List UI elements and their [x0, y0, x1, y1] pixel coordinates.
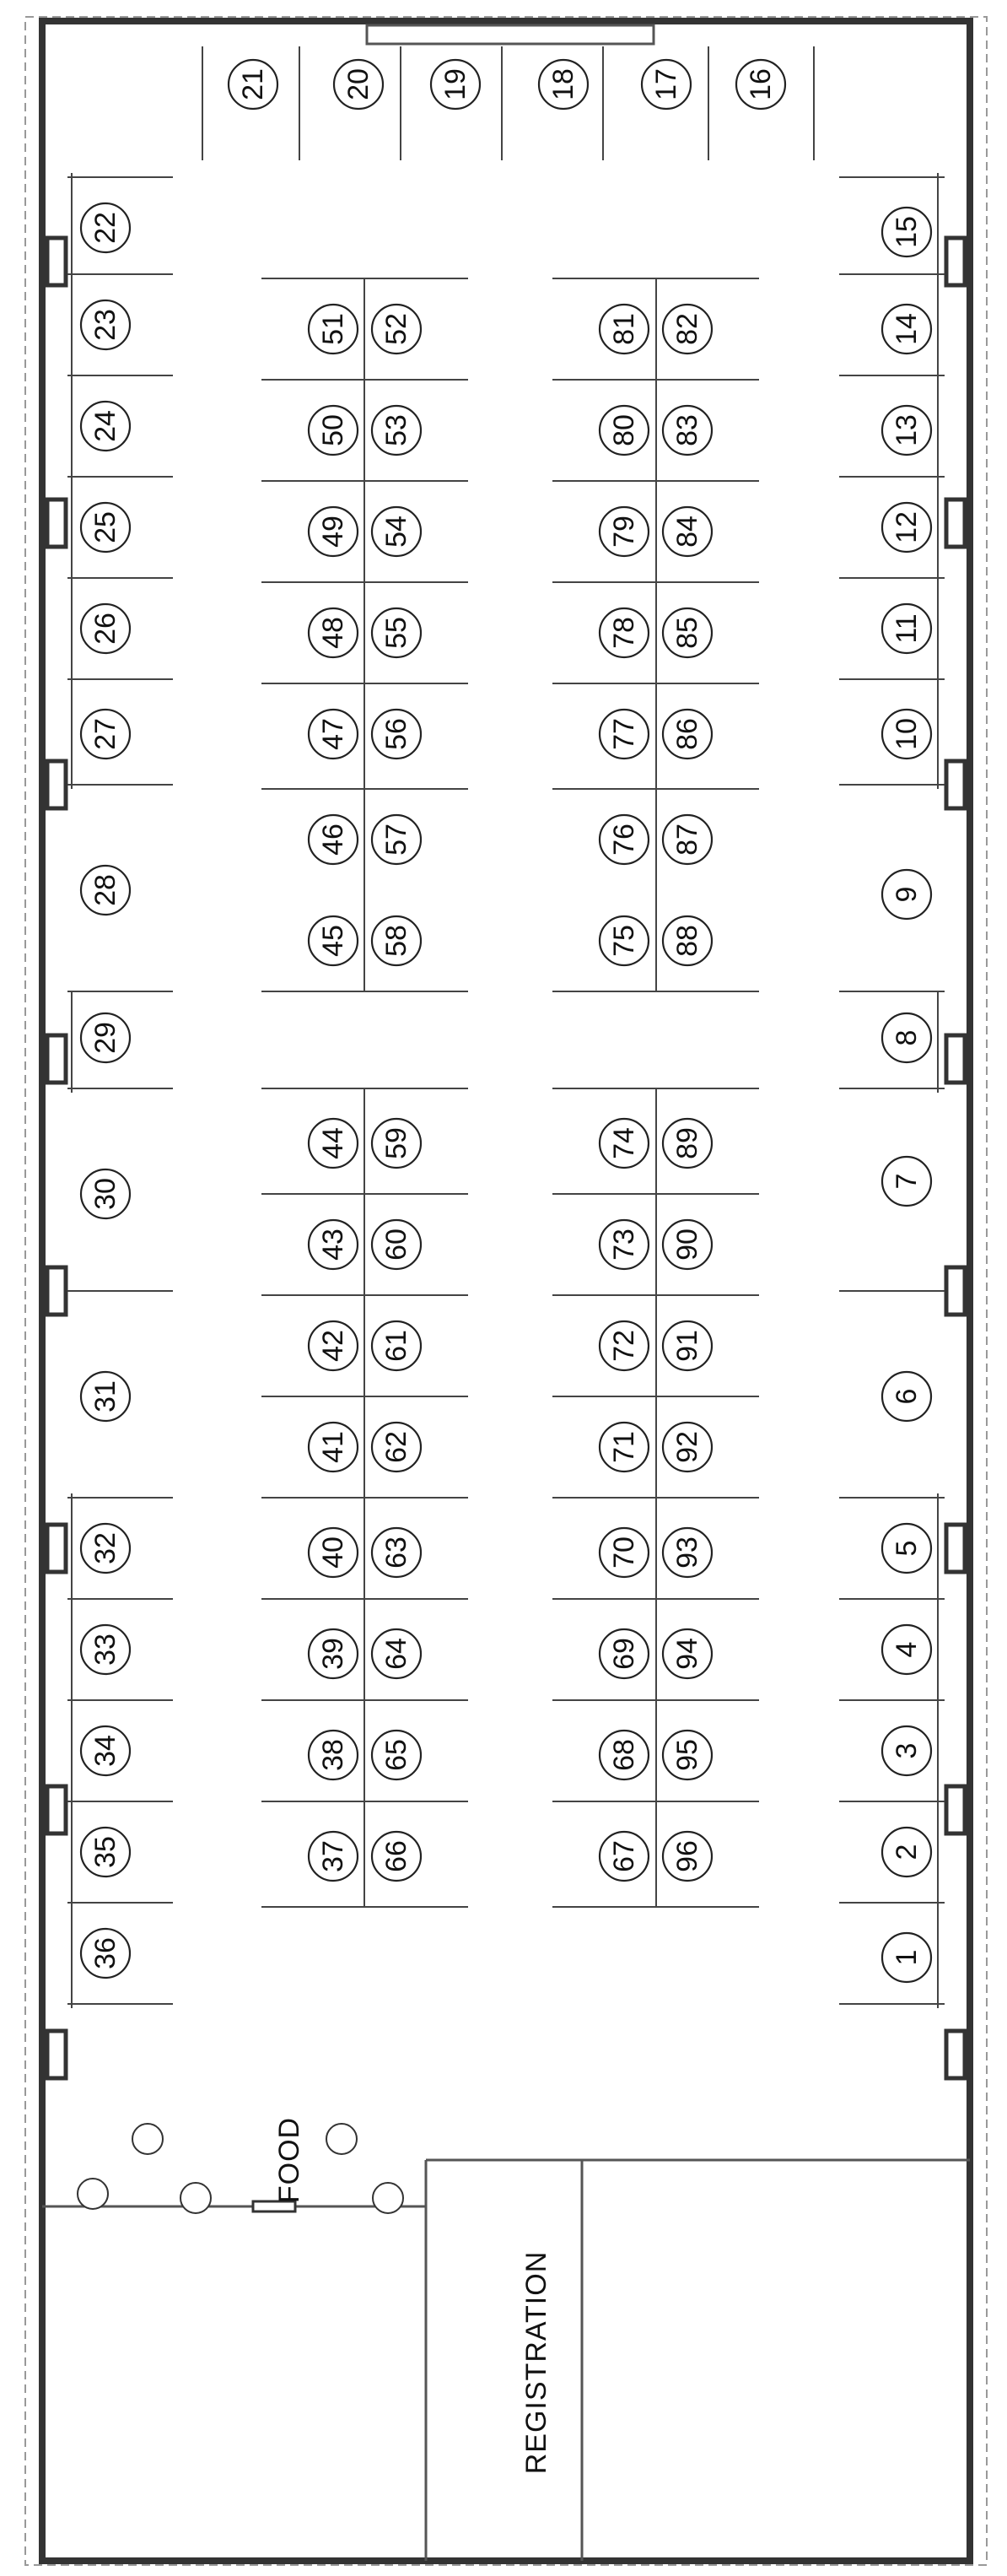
booth-74	[600, 1119, 649, 1168]
booth-number: 51	[317, 313, 349, 345]
booth-number: 65	[380, 1739, 412, 1771]
booth-number: 92	[671, 1431, 703, 1463]
booth-68	[600, 1731, 649, 1779]
booth-87	[663, 815, 712, 864]
booth-88	[663, 916, 712, 965]
food-table	[132, 2124, 163, 2154]
wall-pillars	[47, 238, 965, 2078]
booth-7	[882, 1157, 931, 1206]
booth-number: 62	[380, 1431, 412, 1463]
booth-69	[600, 1629, 649, 1678]
booth-number: 27	[89, 718, 121, 750]
booth-number: 18	[547, 68, 579, 100]
booth-number: 29	[89, 1022, 121, 1054]
food-table	[78, 2179, 108, 2209]
booth-30	[81, 1169, 130, 1218]
pillar	[47, 761, 66, 808]
food-label: FOOD	[272, 2116, 305, 2204]
booth-67	[600, 1832, 649, 1881]
pillar	[946, 761, 965, 808]
booth-number: 85	[671, 617, 703, 649]
booth-92	[663, 1423, 712, 1472]
booth-5	[882, 1524, 931, 1573]
booth-39	[309, 1629, 358, 1678]
booth-85	[663, 608, 712, 657]
booth-number: 95	[671, 1739, 703, 1771]
booth-81	[600, 305, 649, 354]
booth-number: 7	[891, 1173, 923, 1190]
booth-40	[309, 1528, 358, 1577]
booth-73	[600, 1220, 649, 1269]
booth-37	[309, 1832, 358, 1881]
booth-70	[600, 1528, 649, 1577]
booth-36	[81, 1929, 130, 1978]
booth-number: 19	[439, 68, 471, 100]
booth-number: 30	[89, 1178, 121, 1210]
booth-16	[736, 60, 785, 109]
booth-number: 15	[891, 216, 923, 248]
booth-76	[600, 815, 649, 864]
booth-21	[229, 60, 277, 109]
booth-49	[309, 507, 358, 556]
booth-number: 53	[380, 414, 412, 446]
booth-82	[663, 305, 712, 354]
pillar	[47, 1035, 66, 1083]
booth-number: 63	[380, 1536, 412, 1569]
booth-number: 64	[380, 1638, 412, 1670]
booth-number: 16	[745, 68, 777, 100]
booth-72	[600, 1321, 649, 1370]
booth-79	[600, 507, 649, 556]
booth-51	[309, 305, 358, 354]
pillar	[946, 238, 965, 285]
booth-number: 69	[608, 1638, 640, 1670]
booth-number: 87	[671, 824, 703, 856]
pillar	[47, 500, 66, 547]
booth-52	[372, 305, 421, 354]
booth-number: 60	[380, 1229, 412, 1261]
booth-number: 86	[671, 718, 703, 750]
top-window	[367, 25, 654, 44]
booth-number: 93	[671, 1536, 703, 1569]
booth-11	[882, 604, 931, 653]
booth-46	[309, 815, 358, 864]
booth-22	[81, 203, 130, 252]
booth-34	[81, 1726, 130, 1775]
booth-number: 25	[89, 511, 121, 543]
booth-33	[81, 1625, 130, 1674]
booth-number: 33	[89, 1634, 121, 1666]
booth-19	[431, 60, 480, 109]
booth-number: 83	[671, 414, 703, 446]
booth-number: 20	[342, 68, 374, 100]
booth-number: 39	[317, 1638, 349, 1670]
booth-number: 73	[608, 1229, 640, 1261]
booth-number: 49	[317, 516, 349, 548]
pillar	[946, 1786, 965, 1833]
booth-86	[663, 710, 712, 759]
booth-25	[81, 503, 130, 552]
booth-8	[882, 1013, 931, 1062]
booth-number: 36	[89, 1937, 121, 1969]
booth-12	[882, 503, 931, 552]
booth-9	[882, 870, 931, 919]
booth-55	[372, 608, 421, 657]
booth-43	[309, 1220, 358, 1269]
booth-number: 11	[891, 613, 923, 644]
booth-29	[81, 1013, 130, 1062]
booth-15	[882, 208, 931, 257]
booth-number: 58	[380, 925, 412, 957]
booth-45	[309, 916, 358, 965]
booth-78	[600, 608, 649, 657]
booth-number: 79	[608, 516, 640, 548]
booth-number: 5	[891, 1540, 923, 1557]
booth-number: 4	[891, 1641, 923, 1658]
booth-number: 90	[671, 1229, 703, 1261]
booth-75	[600, 916, 649, 965]
booth-number: 26	[89, 613, 121, 645]
booth-38	[309, 1731, 358, 1779]
booth-48	[309, 608, 358, 657]
booth-number: 56	[380, 718, 412, 750]
booth-96	[663, 1832, 712, 1881]
booth-66	[372, 1832, 421, 1881]
pillar	[946, 2031, 965, 2078]
booth-58	[372, 916, 421, 965]
booth-number: 35	[89, 1836, 121, 1868]
booth-60	[372, 1220, 421, 1269]
pillar	[47, 2031, 66, 2078]
booth-number: 17	[650, 68, 682, 100]
booth-number: 67	[608, 1840, 640, 1872]
booth-number: 75	[608, 925, 640, 957]
booth-number: 37	[317, 1840, 349, 1872]
booth-57	[372, 815, 421, 864]
booth-10	[882, 710, 931, 759]
booth-13	[882, 406, 931, 455]
booth-number: 24	[89, 410, 121, 442]
food-table	[180, 2183, 211, 2213]
booth-20	[334, 60, 383, 109]
booth-number: 22	[89, 212, 121, 244]
booth-number: 84	[671, 516, 703, 548]
pillar	[946, 500, 965, 547]
booth-number: 21	[237, 68, 269, 100]
pillar	[946, 1267, 965, 1315]
booth-90	[663, 1220, 712, 1269]
booth-71	[600, 1423, 649, 1472]
booth-number: 59	[380, 1127, 412, 1159]
booth-number: 43	[317, 1229, 349, 1261]
booth-61	[372, 1321, 421, 1370]
booth-number: 38	[317, 1739, 349, 1771]
booth-59	[372, 1119, 421, 1168]
booth-number: 50	[317, 414, 349, 446]
booth-number: 47	[317, 718, 349, 750]
booth-markers	[81, 60, 931, 1982]
booth-number: 10	[891, 718, 923, 750]
booth-number: 54	[380, 516, 412, 548]
booth-number: 8	[891, 1029, 923, 1046]
booth-number: 52	[380, 313, 412, 345]
booth-number: 78	[608, 617, 640, 649]
booth-number: 41	[317, 1431, 349, 1463]
booth-number: 70	[608, 1536, 640, 1569]
pillar	[47, 1267, 66, 1315]
pillar	[47, 1786, 66, 1833]
booth-27	[81, 710, 130, 759]
booth-number: 1	[891, 1949, 923, 1966]
booth-number: 55	[380, 617, 412, 649]
booth-2	[882, 1828, 931, 1877]
booth-64	[372, 1629, 421, 1678]
booth-80	[600, 406, 649, 455]
food-table	[373, 2183, 403, 2213]
booth-4	[882, 1625, 931, 1674]
booth-number: 2	[891, 1844, 923, 1860]
booth-number: 89	[671, 1127, 703, 1159]
booth-91	[663, 1321, 712, 1370]
booth-44	[309, 1119, 358, 1168]
booth-number: 40	[317, 1536, 349, 1569]
booth-number: 6	[891, 1388, 923, 1405]
booth-number: 71	[608, 1431, 640, 1463]
booth-32	[81, 1524, 130, 1573]
booth-35	[81, 1828, 130, 1877]
booth-77	[600, 710, 649, 759]
booth-number: 3	[891, 1742, 923, 1759]
booth-number: 76	[608, 824, 640, 856]
food-table	[326, 2124, 357, 2154]
booth-28	[81, 866, 130, 915]
booth-number: 91	[671, 1330, 703, 1362]
booth-number: 32	[89, 1532, 121, 1564]
booth-56	[372, 710, 421, 759]
booth-number: 66	[380, 1840, 412, 1872]
registration-label: REGISTRATION	[520, 2250, 552, 2475]
booth-47	[309, 710, 358, 759]
booth-89	[663, 1119, 712, 1168]
booth-95	[663, 1731, 712, 1779]
booth-84	[663, 507, 712, 556]
booth-number: 9	[891, 886, 923, 903]
booth-94	[663, 1629, 712, 1678]
booth-number: 96	[671, 1840, 703, 1872]
booth-number: 23	[89, 309, 121, 341]
booth-number: 88	[671, 925, 703, 957]
booth-number: 80	[608, 414, 640, 446]
booth-number: 12	[891, 511, 923, 543]
booth-65	[372, 1731, 421, 1779]
booth-number: 61	[380, 1330, 412, 1362]
booth-17	[642, 60, 691, 109]
pillar	[47, 1525, 66, 1572]
booth-number: 82	[671, 313, 703, 345]
booth-53	[372, 406, 421, 455]
booth-number: 44	[317, 1127, 349, 1159]
booth-63	[372, 1528, 421, 1577]
booth-83	[663, 406, 712, 455]
booth-24	[81, 402, 130, 451]
booth-number: 94	[671, 1638, 703, 1670]
booth-42	[309, 1321, 358, 1370]
pillar	[946, 1035, 965, 1083]
booth-number: 31	[89, 1380, 121, 1412]
booth-14	[882, 305, 931, 354]
booth-number: 74	[608, 1127, 640, 1159]
booth-54	[372, 507, 421, 556]
booth-number: 42	[317, 1330, 349, 1362]
booth-number: 13	[891, 414, 923, 446]
booth-number: 45	[317, 925, 349, 957]
booth-number: 46	[317, 824, 349, 856]
booth-number: 48	[317, 617, 349, 649]
booth-number: 14	[891, 313, 923, 345]
booth-number: 57	[380, 824, 412, 856]
booth-number: 81	[608, 313, 640, 345]
booth-26	[81, 604, 130, 653]
booth-rows	[67, 46, 945, 2008]
booth-1	[882, 1933, 931, 1982]
booth-number: 68	[608, 1739, 640, 1771]
booth-3	[882, 1726, 931, 1775]
booth-31	[81, 1372, 130, 1421]
booth-18	[539, 60, 588, 109]
outer-wall	[42, 21, 970, 2561]
booth-93	[663, 1528, 712, 1577]
pillar	[47, 238, 66, 285]
pillar	[946, 1525, 965, 1572]
booth-number: 72	[608, 1330, 640, 1362]
booth-number: 77	[608, 718, 640, 750]
booth-number: 28	[89, 874, 121, 906]
booth-number: 34	[89, 1735, 121, 1767]
booth-62	[372, 1423, 421, 1472]
booth-50	[309, 406, 358, 455]
booth-41	[309, 1423, 358, 1472]
booth-23	[81, 300, 130, 349]
booth-6	[882, 1372, 931, 1421]
